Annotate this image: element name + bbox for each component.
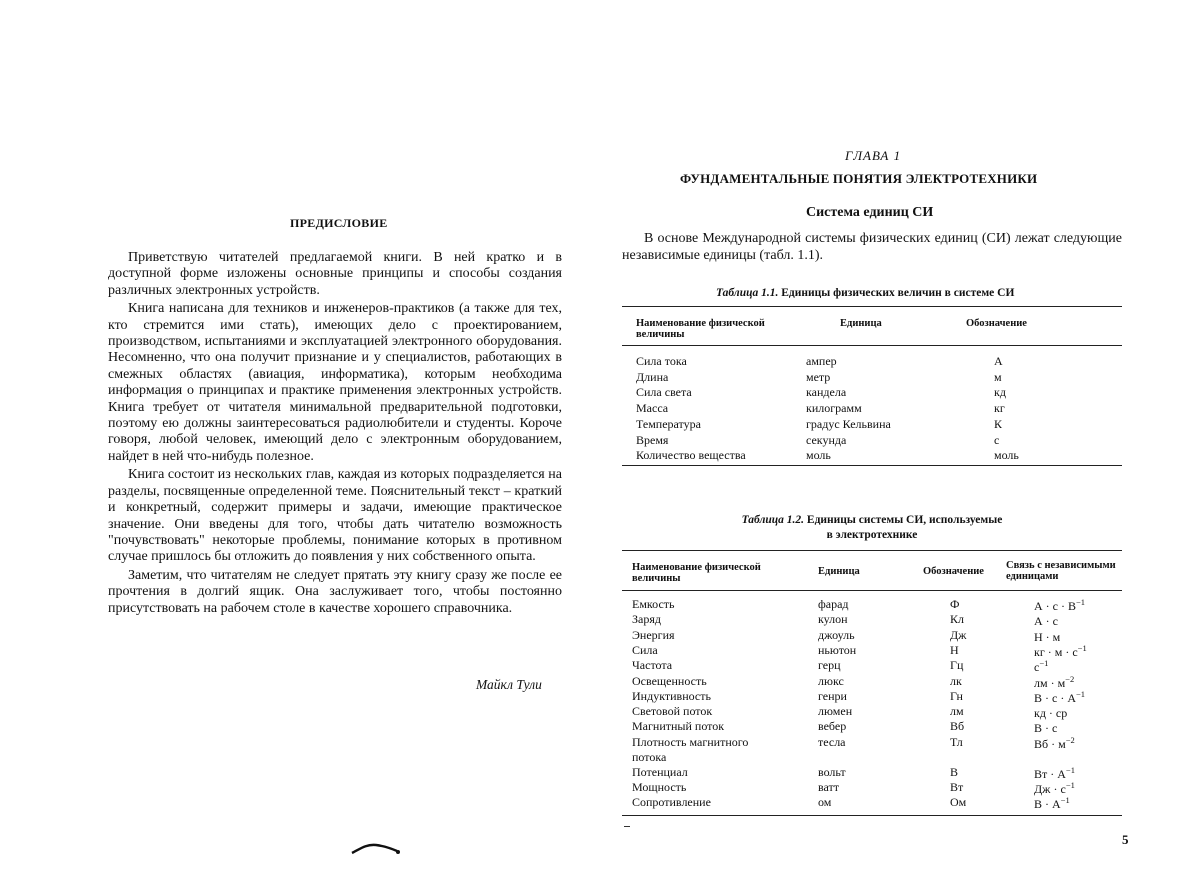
table1-caption (716, 287, 1014, 299)
table2-bottom-rule (622, 815, 1122, 816)
table1-cell-symbol: моль (994, 448, 1019, 463)
table1-cell-name: Количество вещества (636, 448, 746, 463)
table1-caption-prefix: Таблица 1.1. (716, 287, 779, 299)
table1-cell-unit: моль (806, 448, 831, 463)
table1-cell-name: Длина (636, 369, 669, 384)
footer-mark (624, 826, 630, 827)
preface-paragraph: Заметим, что читателям не следует прятать эту книгу сразу же после ее прочтения в долгий ящик. Она заслуживает того, чтобы постоянно присутствовать на рабочем столе в качестве хорошего справочника. (108, 567, 562, 616)
table2-relation-exponent: −1 (1076, 688, 1086, 699)
table2-relation-base: А · с · В (1034, 599, 1076, 613)
table1-header-symbol: Обозначение (966, 318, 1027, 329)
table1-cell-symbol: А (994, 354, 1003, 368)
table2-relation-base: кд · ср (1034, 706, 1068, 721)
preface-heading: ПРЕДИСЛОВИЕ (290, 216, 388, 230)
table1-cell-symbol: м (994, 369, 1002, 384)
table2-cell-symbol: Н (950, 642, 959, 657)
section-title: Система единиц СИ (806, 205, 934, 220)
table2-cell-name: Сила (632, 642, 658, 657)
table1-caption-text: Единицы физических величин в системе СИ (781, 287, 1015, 299)
table1-cell-name: Сила тока (636, 354, 687, 368)
table2-caption-text-2: в электротехнике (826, 529, 918, 541)
table1-cell-unit: градус Кельвина (806, 416, 891, 431)
table2-cell-unit: герц (818, 658, 841, 673)
table2-relation-exponent: −1 (1065, 780, 1075, 790)
table1-cell-unit: килограмм (806, 401, 862, 416)
preface-paragraph: Книга состоит из нескольких глав, каждая из которых подразделяется на разделы, посвященные определенной теме. Пояснительный текст – краткий и конкретный, содержит примеры и задачи, имеющие практическое значение. Они введены для того, чтобы дать читателю возможность "почувствовать" некоторые проблемы, понимание которых в противном случае пришлось бы отложить до появления у них собственного опыта. (108, 467, 562, 565)
table2-cell-name: Индуктивность (632, 688, 711, 703)
table2-caption (622, 513, 1122, 543)
table1-cell-name: Сила света (636, 385, 692, 400)
table2-relation-base: А · с (1034, 614, 1058, 629)
table2-cell-unit: ом (818, 795, 832, 810)
table2-caption-prefix: Таблица 1.2. (741, 514, 805, 526)
table1-header-unit: Единица (840, 318, 882, 329)
table2-relation-base: В · А (1034, 797, 1061, 812)
table2-cell-name: Мощность (632, 780, 687, 794)
table1-cell-name: Температура (636, 416, 701, 431)
table2-cell-name: Сопротивление (632, 795, 711, 810)
table2-cell-unit: кулон (818, 612, 848, 627)
table2-caption-text: Единицы системы СИ, используемые (806, 514, 1003, 526)
table1-cell-symbol: с (994, 432, 1000, 447)
table2-cell-name: Заряд (632, 612, 661, 627)
table2-cell-name: Емкость (632, 597, 675, 611)
table2-cell-symbol: лм (950, 704, 964, 719)
table2-relation-base: Н · м (1034, 629, 1061, 644)
table1-cell-symbol: К (994, 416, 1003, 431)
table2-relation-exponent: −1 (1065, 764, 1075, 775)
table2-relation-base: с (1034, 660, 1040, 675)
table2-cell-unit: люкс (818, 673, 844, 688)
table1-cell-unit: кандела (806, 385, 847, 400)
table1-header-name: Наименование физической величины (636, 318, 765, 340)
table2-cell-symbol: Дж (950, 627, 967, 642)
table2-cell-name: Энергия (632, 627, 675, 642)
table2-relation-exponent: −1 (1077, 642, 1087, 653)
table2-header-unit: Единица (818, 566, 860, 577)
ornament-icon (350, 836, 402, 861)
table2-cell-unit: вебер (818, 719, 847, 734)
intro-text: В основе Международной системы физических единиц (СИ) лежат следующие независимые единицы (табл. 1.1). (622, 231, 1122, 263)
table2-relation-exponent: −2 (1065, 734, 1075, 745)
preface-paragraph: Книга написана для техников и инженеров-практиков (а также для тех, кто стремится ими стать), имеющих дело с проектированием, производством, испытаниями и эксплуатацией электронного оборудования. Несомненно, что она получит признание и у специалистов, работающих в смежных областях (авиация, информатика), которым необходима информация о принципах и практике применения электронных устройств. Книга требует от читателя минимальной предварительной подготовки, поэтому ею должны заинтересоваться радиолюбители и студенты. Короче говоря, любой человек, имеющий дело с электронным оборудованием, найдет в ней что-нибудь полезное. (108, 301, 562, 464)
author-signature: Майкл Тули (476, 677, 542, 692)
table2-cell-unit: ватт (818, 780, 840, 794)
table2-cell-symbol: Вт (950, 780, 964, 794)
table2-cell-unit: джоуль (818, 627, 855, 642)
table1-cell-name: Масса (636, 401, 669, 416)
table1-cell-symbol: кг (994, 401, 1005, 416)
table1-cell-unit: метр (806, 369, 831, 384)
table2-cell-unit: ньютон (818, 642, 857, 657)
chapter-label: ГЛАВА 1 (845, 148, 902, 163)
table2-cell-relation (1034, 735, 1075, 752)
table2-cell-symbol: Гц (950, 658, 964, 673)
table2-cell-symbol: В (950, 764, 959, 779)
table1-top-rule (622, 306, 1122, 307)
table1-cell-name: Время (636, 432, 669, 447)
table2-relation-base: лм · м (1034, 675, 1066, 690)
chapter-title: ФУНДАМЕНТАЛЬНЫЕ ПОНЯТИЯ ЭЛЕКТРОТЕХНИКИ (680, 171, 1038, 186)
table1-cell-unit: секунда (806, 432, 847, 447)
table2-relation-base: Дж · с (1034, 782, 1066, 796)
table1-header-rule (622, 345, 1122, 346)
table2-cell-symbol: Ф (950, 597, 960, 611)
table2-cell-unit: генри (818, 688, 847, 703)
table2-cell-name: Частота (632, 658, 673, 673)
table2-cell-unit: тесла (818, 734, 846, 749)
table2-cell-name: Освещенность (632, 673, 707, 688)
table2-cell-symbol: Тл (950, 734, 963, 749)
table2-cell-symbol: Ом (950, 795, 967, 810)
preface-body (108, 250, 562, 617)
table2-relation-base: кг · м · с (1034, 644, 1078, 659)
table1-cell-unit: ампер (806, 354, 837, 368)
table2-cell-relation (1034, 795, 1070, 812)
table2-cell-name: Световой поток (632, 704, 713, 719)
table1-bottom-rule (622, 465, 1122, 466)
table2-header-rule (622, 590, 1122, 591)
table2-cell-symbol: Гн (950, 688, 963, 703)
table2-relation-exponent: −1 (1076, 597, 1086, 607)
table2-top-rule (622, 550, 1122, 551)
table2-relation-base: Вт · А (1034, 766, 1066, 781)
table2-relation-exponent: −1 (1039, 658, 1049, 669)
table2-cell-unit: люмен (818, 704, 853, 719)
table2-header-relation: Связь с независимыми единицами (1006, 560, 1116, 582)
table2-header-symbol: Обозначение (923, 566, 984, 577)
page-number: 5 (1122, 832, 1129, 847)
table2-cell-name: Магнитный поток (632, 719, 725, 734)
table2-relation-base: В · с · А (1034, 690, 1076, 705)
table2-cell-unit: вольт (818, 764, 846, 779)
table2-cell-symbol: Кл (950, 612, 964, 627)
intro-paragraph (622, 230, 1122, 264)
table2-relation-base: В · с (1034, 721, 1058, 736)
table2-cell-symbol: лк (950, 673, 962, 688)
table1-cell-symbol: кд (994, 385, 1006, 400)
table2-relation-exponent: −2 (1065, 673, 1075, 684)
table2-cell-name: Плотность магнитного потока (632, 734, 749, 764)
table2-relation-base: Вб · м (1034, 736, 1066, 751)
table2-header-name: Наименование физической величины (632, 562, 761, 584)
table2-cell-symbol: Вб (950, 719, 965, 734)
preface-paragraph: Приветствую читателей предлагаемой книги. В ней кратко и в доступной форме изложены основные принципы и способы создания различных электронных устройств. (108, 250, 562, 298)
table2-cell-name: Потенциал (632, 764, 688, 779)
table2-cell-unit: фарад (818, 597, 849, 611)
table2-relation-exponent: −1 (1060, 795, 1070, 806)
